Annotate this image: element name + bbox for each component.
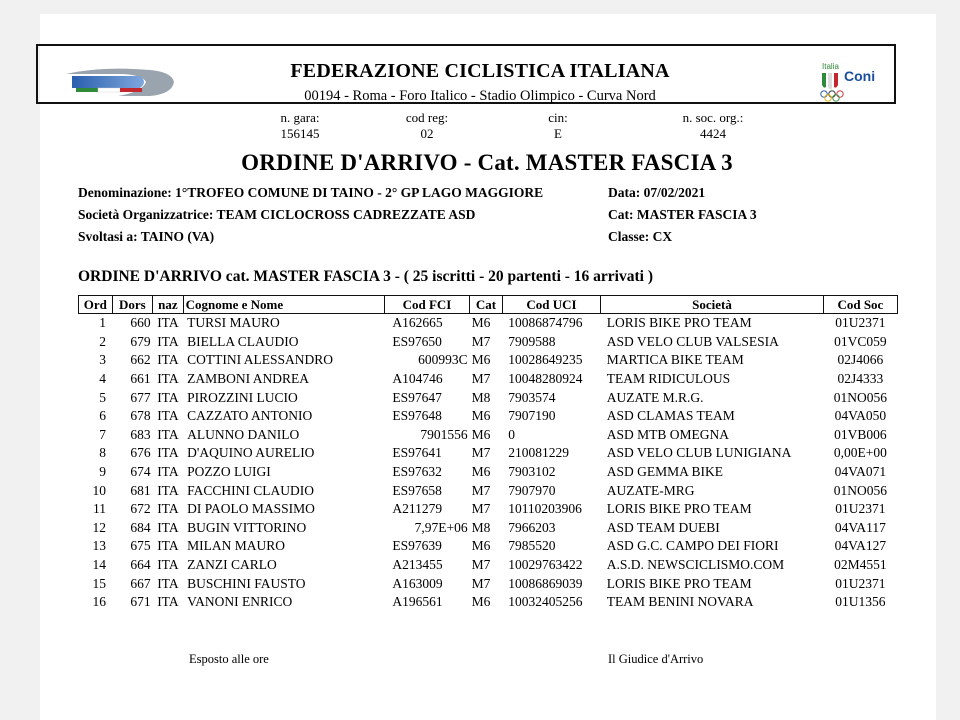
cell-col-cod-uci: 7903102	[508, 464, 556, 480]
cell-col-cod-uci: 7907190	[508, 408, 556, 424]
cell-col-name: BIELLA CLAUDIO	[187, 333, 299, 349]
cell-col-cod-fci: A211279	[392, 501, 443, 517]
info-data: Data: 07/02/2021	[608, 185, 706, 200]
cell-col-cod-soc: 01VC059	[834, 333, 887, 349]
cell-col-cat: M8	[471, 519, 491, 535]
table-row	[79, 463, 898, 482]
cell-col-cod-fci: A196561	[392, 594, 443, 610]
cell-col-naz: ITA	[157, 445, 179, 461]
cell-col-cod-uci: 7985520	[508, 538, 556, 554]
cell-col-cod-fci: A163009	[392, 575, 443, 591]
header-col-ord: Ord	[79, 296, 113, 314]
cell-col-cat: M6	[471, 315, 491, 331]
cell-col-societa: MARTICA BIKE TEAM	[606, 352, 744, 368]
cell-col-cat: M6	[471, 538, 491, 554]
cell-col-naz: ITA	[157, 557, 179, 573]
footer-esposto: Esposto alle ore	[189, 652, 269, 666]
cell-col-societa: A.S.D. NEWSCICLISMO.COM	[606, 557, 785, 573]
cell-col-cod-soc: 02J4333	[837, 371, 884, 387]
cell-col-name: DI PAOLO MASSIMO	[187, 501, 315, 517]
cell-col-ord: 9	[99, 464, 107, 480]
cell-col-ord: 10	[92, 482, 107, 498]
cell-col-cat: M7	[471, 557, 491, 573]
cell-col-dors: 667	[130, 575, 151, 591]
cell-col-societa: LORIS BIKE PRO TEAM	[606, 501, 752, 517]
meta-value: 156145	[280, 126, 320, 141]
federation-address: 00194 - Roma - Foro Italico - Stadio Olimpico - Curva Nord	[304, 88, 656, 104]
meta-n-gara	[240, 110, 360, 142]
cell-col-societa: ASD GEMMA BIKE	[606, 464, 724, 480]
cell-col-ord: 14	[92, 557, 107, 573]
cell-col-societa: ASD VELO CLUB VALSESIA	[606, 333, 779, 349]
header-col-societa: Società	[601, 296, 824, 314]
cell-col-cod-uci: 7909588	[508, 333, 556, 349]
cell-col-societa: ASD VELO CLUB LUNIGIANA	[606, 445, 792, 461]
cell-col-cod-fci: ES97632	[392, 464, 442, 480]
cell-col-societa: TEAM RIDICULOUS	[606, 371, 731, 387]
cell-col-cat: M7	[471, 575, 491, 591]
cell-col-dors: 661	[130, 371, 151, 387]
cell-col-ord: 1	[99, 315, 107, 331]
coni-flag-icon	[820, 71, 840, 91]
cell-col-dors: 675	[130, 538, 151, 554]
cell-col-cod-uci: 7966203	[508, 519, 556, 535]
meta-cod-reg	[367, 110, 487, 142]
cell-col-cod-fci: 7901556	[420, 426, 468, 442]
cell-col-cod-soc: 01NO056	[833, 389, 888, 405]
cell-col-cod-soc: 04VA050	[834, 408, 887, 424]
table-body	[79, 314, 898, 612]
meta-label: cin:	[548, 110, 568, 125]
cell-col-cat: M6	[471, 426, 491, 442]
cell-col-cod-fci: ES97639	[392, 538, 442, 554]
cell-col-naz: ITA	[157, 482, 179, 498]
cell-col-name: BUGIN VITTORINO	[187, 519, 307, 535]
cell-col-cat: M6	[471, 352, 491, 368]
table-row	[79, 500, 898, 519]
cell-col-name: CAZZATO ANTONIO	[187, 408, 313, 424]
cell-col-ord: 3	[99, 352, 107, 368]
cell-col-cod-fci: ES97647	[392, 389, 442, 405]
cell-col-cod-soc: 01U2371	[835, 315, 886, 331]
cell-col-name: BUSCHINI FAUSTO	[187, 575, 306, 591]
cell-col-ord: 2	[99, 333, 107, 349]
cell-col-societa: TEAM BENINI NOVARA	[606, 594, 754, 610]
header-col-cod-uci: Cod UCI	[502, 296, 601, 314]
info-svoltasi: Svoltasi a: TAINO (VA)	[78, 229, 215, 244]
info-denominazione: Denominazione: 1°TROFEO COMUNE DI TAINO - 2° GP LAGO MAGGIORE	[78, 185, 544, 200]
cell-col-dors: 679	[130, 333, 151, 349]
cell-col-societa: ASD CLAMAS TEAM	[606, 408, 735, 424]
cell-col-ord: 15	[92, 575, 107, 591]
cell-col-cod-soc: 04VA071	[834, 464, 887, 480]
table-row	[79, 426, 898, 445]
cell-col-naz: ITA	[157, 352, 179, 368]
cell-col-ord: 11	[93, 501, 107, 517]
cell-col-cod-fci: ES97641	[392, 445, 442, 461]
cell-col-name: COTTINI ALESSANDRO	[187, 352, 334, 368]
table-header-row	[79, 296, 898, 314]
olympic-rings-icon	[819, 90, 845, 102]
cell-col-cod-soc: 04VA127	[834, 538, 887, 554]
cell-col-dors: 684	[130, 519, 151, 535]
cell-col-name: MILAN MAURO	[187, 538, 286, 554]
table-row	[79, 593, 898, 612]
footer-giudice: Il Giudice d'Arrivo	[608, 652, 704, 666]
cell-col-name: ZAMBONI ANDREA	[187, 371, 310, 387]
cell-col-societa: ASD MTB OMEGNA	[606, 426, 730, 442]
cell-col-naz: ITA	[157, 594, 179, 610]
cell-col-dors: 683	[130, 426, 151, 442]
cell-col-naz: ITA	[157, 426, 179, 442]
info-societa: Società Organizzatrice: TEAM CICLOCROSS CADREZZATE ASD	[78, 207, 476, 222]
table-row	[79, 407, 898, 426]
cell-col-cod-soc: 02M4551	[834, 557, 887, 573]
cell-col-dors: 662	[130, 352, 151, 368]
cell-col-cod-uci: 210081229	[508, 445, 569, 461]
header-col-naz: naz	[153, 296, 183, 314]
cell-col-naz: ITA	[157, 519, 179, 535]
cell-col-societa: LORIS BIKE PRO TEAM	[606, 575, 752, 591]
federation-title: FEDERAZIONE CICLISTICA ITALIANA	[290, 60, 670, 82]
cell-col-cod-soc: 01U1356	[835, 594, 886, 610]
cell-col-cod-soc: 01NO056	[833, 482, 888, 498]
cell-col-ord: 16	[92, 594, 107, 610]
cell-col-dors: 678	[130, 408, 151, 424]
meta-value: E	[554, 126, 562, 141]
cell-col-dors: 674	[130, 464, 151, 480]
page-title: ORDINE D'ARRIVO - Cat. MASTER FASCIA 3	[241, 150, 733, 175]
cell-col-cod-fci: ES97650	[392, 333, 442, 349]
table-header	[79, 296, 898, 314]
cell-col-ord: 13	[92, 538, 107, 554]
coni-logo	[816, 62, 886, 104]
table-row	[79, 333, 898, 352]
meta-label: n. soc. org.:	[682, 110, 744, 125]
cell-col-cat: M7	[471, 445, 491, 461]
cell-col-ord: 4	[99, 371, 107, 387]
cell-col-naz: ITA	[157, 333, 179, 349]
results-table	[78, 295, 898, 612]
meta-value: 4424	[700, 126, 726, 141]
cell-col-societa: ASD G.C. CAMPO DEI FIORI	[606, 538, 779, 554]
cell-col-ord: 7	[99, 426, 107, 442]
table-row	[79, 519, 898, 538]
meta-label: n. gara:	[280, 110, 320, 125]
cell-col-dors: 676	[130, 445, 151, 461]
cell-col-cod-soc: 04VA117	[834, 519, 886, 535]
cell-col-naz: ITA	[157, 501, 179, 517]
table-row	[79, 481, 898, 500]
cell-col-naz: ITA	[157, 538, 179, 554]
cell-col-cod-uci: 10048280924	[508, 371, 583, 387]
cell-col-name: ZANZI CARLO	[187, 557, 277, 573]
meta-label: cod reg:	[405, 110, 449, 125]
cell-col-societa: AUZATE M.R.G.	[606, 389, 704, 405]
cell-col-cod-uci: 10086874796	[508, 315, 583, 331]
table-row	[79, 370, 898, 389]
cell-col-cod-uci: 0	[508, 426, 515, 442]
cell-col-cod-soc: 01VB006	[834, 426, 887, 442]
cell-col-cod-uci: 10032405256	[508, 594, 583, 610]
cell-col-dors: 672	[130, 501, 151, 517]
cell-col-cod-soc: 0,00E+00	[833, 445, 887, 461]
cell-col-naz: ITA	[157, 408, 179, 424]
cell-col-cod-uci: 10110203906	[508, 501, 582, 517]
cell-col-dors: 671	[130, 594, 151, 610]
cell-col-cod-fci: A162665	[392, 315, 443, 331]
cell-col-cat: M6	[471, 408, 491, 424]
cell-col-cod-uci: 10029763422	[508, 557, 583, 573]
table-row	[79, 444, 898, 463]
cell-col-dors: 664	[130, 557, 151, 573]
cell-col-dors: 681	[130, 482, 151, 498]
cell-col-cod-soc: 01U2371	[835, 575, 886, 591]
cell-col-naz: ITA	[157, 389, 179, 405]
cell-col-name: POZZO LUIGI	[187, 464, 271, 480]
cell-col-societa: AUZATE-MRG	[606, 482, 695, 498]
cell-col-name: ALUNNO DANILO	[187, 426, 300, 442]
table-row	[79, 574, 898, 593]
cell-col-cat: M7	[471, 501, 491, 517]
header-col-cat: Cat	[470, 296, 503, 314]
cell-col-cod-uci: 10086869039	[508, 575, 583, 591]
table-row	[79, 351, 898, 370]
header-col-dors: Dors	[112, 296, 153, 314]
cell-col-cod-fci: A213455	[392, 557, 443, 573]
coni-top-label: Italia	[822, 62, 839, 71]
cell-col-cod-fci: 600993C	[418, 352, 468, 368]
table-row	[79, 314, 898, 333]
cell-col-ord: 12	[92, 519, 107, 535]
table-row	[79, 537, 898, 556]
cell-col-cod-fci: 7,97E+06	[414, 519, 468, 535]
header-col-cod-soc: Cod Soc	[823, 296, 897, 314]
cell-col-cod-soc: 01U2371	[835, 501, 886, 517]
coni-label: Coni	[844, 68, 876, 84]
table-row	[79, 556, 898, 575]
meta-value: 02	[420, 126, 434, 141]
cell-col-naz: ITA	[157, 371, 179, 387]
cell-col-cod-uci: 10028649235	[508, 352, 583, 368]
cell-col-cod-fci: A104746	[392, 371, 443, 387]
cell-col-societa: LORIS BIKE PRO TEAM	[606, 315, 752, 331]
table-row	[79, 388, 898, 407]
cell-col-cat: M7	[471, 371, 491, 387]
header-col-cod-fci: Cod FCI	[384, 296, 469, 314]
cell-col-naz: ITA	[157, 575, 179, 591]
cell-col-cod-uci: 7903574	[508, 389, 556, 405]
cell-col-ord: 8	[99, 445, 107, 461]
cell-col-cod-fci: ES97658	[392, 482, 442, 498]
cell-col-name: PIROZZINI LUCIO	[187, 389, 298, 405]
header-col-name: Cognome e Nome	[183, 296, 384, 314]
cell-col-ord: 5	[99, 389, 107, 405]
cell-col-name: TURSI MAURO	[187, 315, 280, 331]
cell-col-cat: M7	[471, 333, 491, 349]
meta-n-soc-org	[653, 110, 773, 142]
cell-col-name: FACCHINI CLAUDIO	[187, 482, 315, 498]
cell-col-cod-fci: ES97648	[392, 408, 442, 424]
cell-col-cod-uci: 7907970	[508, 482, 556, 498]
info-cat: Cat: MASTER FASCIA 3	[608, 207, 757, 222]
cell-col-naz: ITA	[157, 464, 179, 480]
results-subtitle: ORDINE D'ARRIVO cat. MASTER FASCIA 3 - ( 25 iscritti - 20 partenti - 16 arrivati )	[78, 268, 653, 285]
meta-cin	[498, 110, 618, 142]
cell-col-cat: M6	[471, 594, 491, 610]
cell-col-ord: 6	[99, 408, 107, 424]
cell-col-cat: M6	[471, 464, 491, 480]
cell-col-societa: ASD TEAM DUEBI	[606, 519, 720, 535]
cell-col-dors: 677	[130, 389, 151, 405]
cell-col-name: D'AQUINO AURELIO	[187, 445, 315, 461]
info-classe: Classe: CX	[608, 229, 673, 244]
cell-col-name: VANONI ENRICO	[187, 594, 293, 610]
cell-col-cat: M8	[471, 389, 491, 405]
cell-col-cat: M7	[471, 482, 491, 498]
cell-col-cod-soc: 02J4066	[837, 352, 884, 368]
cell-col-dors: 660	[130, 315, 151, 331]
cell-col-naz: ITA	[157, 315, 179, 331]
